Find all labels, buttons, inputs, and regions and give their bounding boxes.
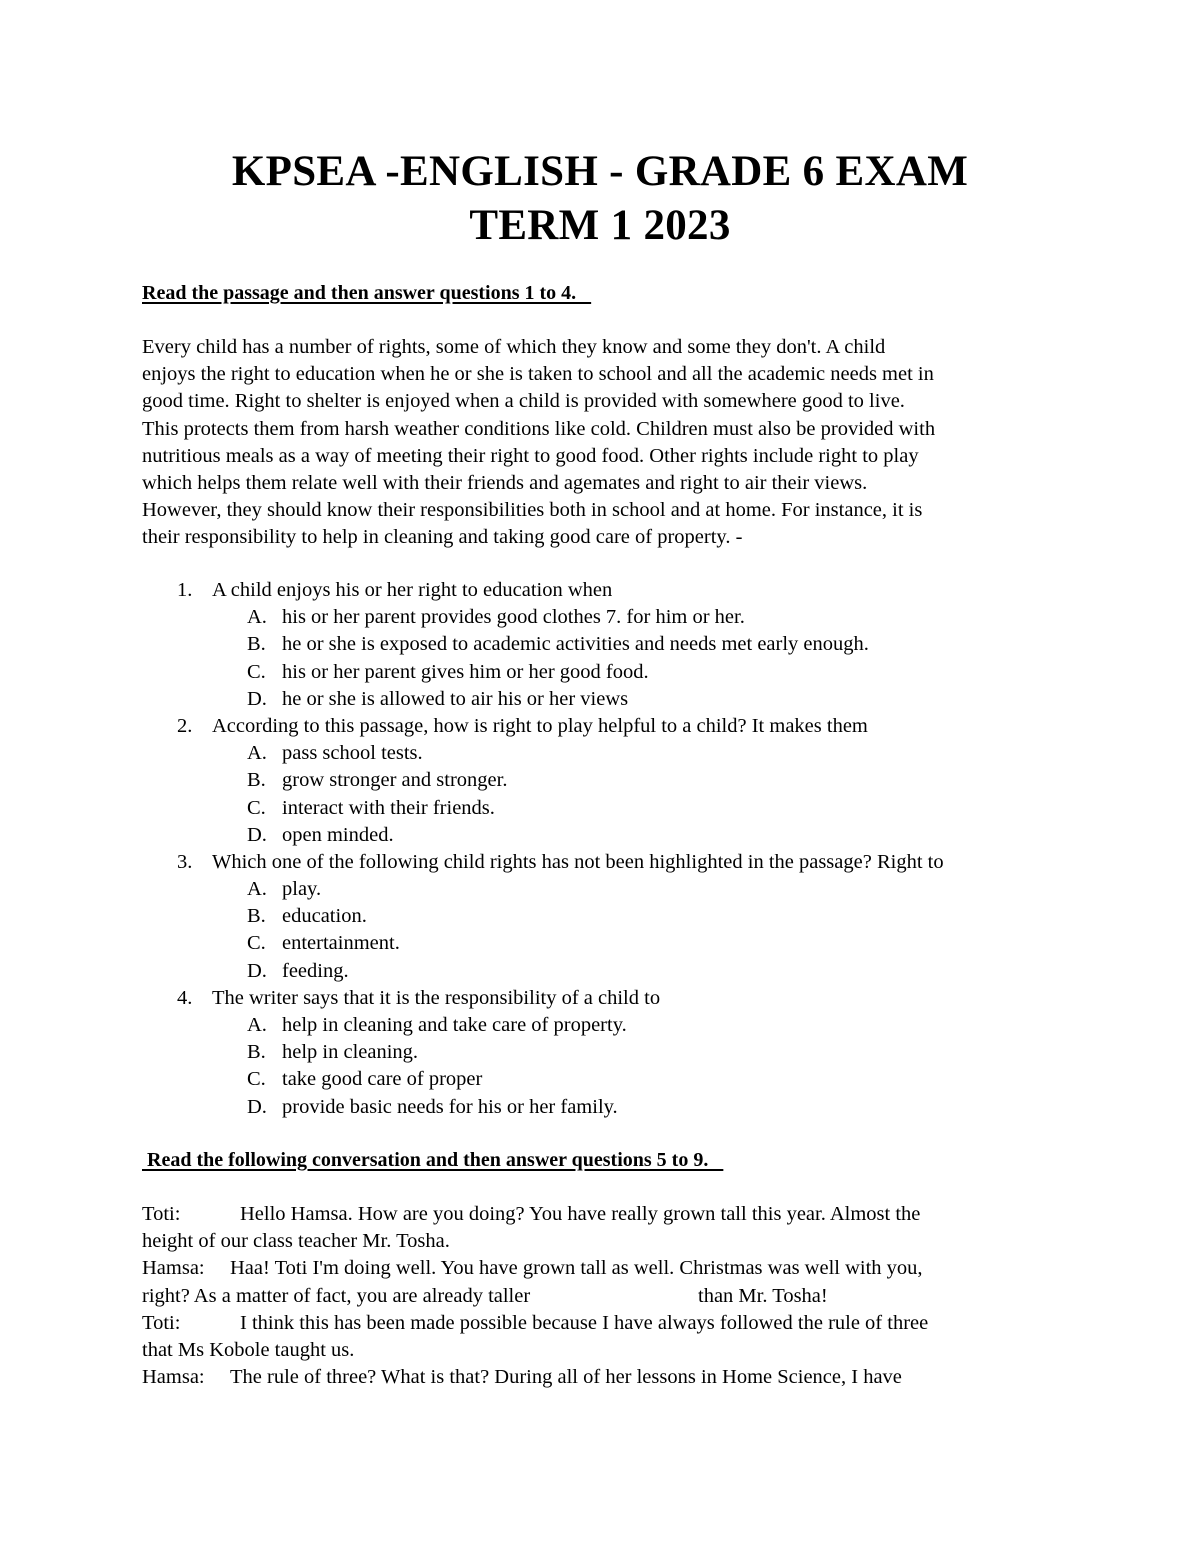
speech-text: height of our class teacher Mr. Tosha. bbox=[142, 1230, 450, 1253]
option-text: pass school tests. bbox=[282, 742, 423, 765]
option-letter: B. bbox=[247, 1041, 266, 1064]
option-letter: B. bbox=[247, 905, 266, 928]
speech-text: right? As a matter of fact, you are already taller bbox=[142, 1284, 531, 1307]
option-letter: D. bbox=[247, 1095, 267, 1118]
answer-option bbox=[142, 1066, 1082, 1093]
question-number: 4. bbox=[177, 986, 193, 1009]
answer-option bbox=[142, 876, 1082, 903]
option-text: help in cleaning and take care of property. bbox=[282, 1014, 627, 1036]
answer-option bbox=[142, 631, 1082, 658]
answer-option bbox=[142, 822, 1082, 849]
speech-text: that Ms Kobole taught us. bbox=[142, 1338, 355, 1361]
answer-option bbox=[142, 740, 1082, 767]
exam-term: TERM 1 2023 bbox=[469, 202, 731, 249]
passage-line: nutritious meals as a way of meeting their right to good food. Other rights include right to play bbox=[142, 444, 919, 467]
passage-line: This protects them from harsh weather conditions like cold. Children must also be provided with bbox=[142, 417, 936, 440]
option-letter: A. bbox=[247, 606, 267, 629]
exam-title: KPSEA -ENGLISH - GRADE 6 EXAM bbox=[231, 148, 969, 195]
passage-line: enjoys the right to education when he or she is taken to school and all the academic needs met in bbox=[142, 363, 934, 386]
passage-line: However, they should know their responsibilities both in school and at home. For instance, it is bbox=[142, 499, 923, 522]
option-letter: C. bbox=[247, 1068, 266, 1091]
conversation bbox=[142, 1201, 1082, 1391]
option-letter: C. bbox=[247, 796, 266, 819]
section2-heading: Read the following conversation and then answer questions 5 to 9. bbox=[142, 1149, 724, 1171]
option-text: feeding. bbox=[282, 959, 349, 982]
question-text: The writer says that it is the responsibility of a child to bbox=[212, 986, 661, 1009]
dialogue-line bbox=[142, 1228, 1082, 1255]
question-row bbox=[142, 849, 1082, 876]
answer-option bbox=[142, 795, 1082, 822]
question-text: A child enjoys his or her right to education when bbox=[212, 579, 613, 601]
answer-option bbox=[142, 958, 1082, 985]
passage-line: good time. Right to shelter is enjoyed when a child is provided with somewhere good to live. bbox=[142, 390, 905, 413]
option-letter: D. bbox=[247, 823, 267, 846]
speaker-name: Hamsa: bbox=[142, 1366, 205, 1389]
option-text: he or she is exposed to academic activities and needs met early enough. bbox=[282, 633, 869, 656]
speech-text-tail: than Mr. Tosha! bbox=[698, 1284, 828, 1307]
speech-text: Hello Hamsa. How are you doing? You have really grown tall this year. Almost the bbox=[240, 1203, 921, 1225]
question-row bbox=[142, 985, 1082, 1012]
option-letter: A. bbox=[247, 742, 267, 765]
question-row bbox=[142, 577, 1082, 604]
passage-line: their responsibility to help in cleaning and taking good care of property. - bbox=[142, 526, 743, 549]
answer-option bbox=[142, 1039, 1082, 1066]
dialogue-line bbox=[142, 1364, 1082, 1391]
dialogue-line bbox=[142, 1201, 1082, 1228]
option-letter: A. bbox=[247, 878, 267, 901]
question-4 bbox=[142, 985, 1082, 1121]
option-letter: C. bbox=[247, 932, 266, 955]
option-text: interact with their friends. bbox=[282, 796, 495, 819]
question-list bbox=[142, 577, 1082, 1121]
answer-option bbox=[142, 659, 1082, 686]
option-text: take good care of proper bbox=[282, 1068, 483, 1091]
option-text: provide basic needs for his or her family. bbox=[282, 1095, 618, 1118]
question-text: According to this passage, how is right to play helpful to a child? It makes them bbox=[212, 714, 868, 737]
reading-passage bbox=[142, 334, 1062, 552]
question-2 bbox=[142, 713, 1082, 849]
answer-option bbox=[142, 767, 1082, 794]
option-text: play. bbox=[282, 878, 322, 901]
answer-option bbox=[142, 604, 1082, 631]
option-text: grow stronger and stronger. bbox=[282, 769, 508, 792]
option-text: education. bbox=[282, 905, 367, 928]
question-text: Which one of the following child rights has not been highlighted in the passage? Right to bbox=[212, 850, 944, 873]
option-text: his or her parent provides good clothes 7. for him or her. bbox=[282, 606, 745, 629]
option-letter: C. bbox=[247, 660, 266, 683]
option-text: he or she is allowed to air his or her views bbox=[282, 687, 629, 710]
answer-option bbox=[142, 1012, 1082, 1039]
question-1 bbox=[142, 577, 1082, 713]
question-3 bbox=[142, 849, 1082, 985]
dialogue-line bbox=[142, 1255, 1082, 1282]
speaker-name: Toti: bbox=[142, 1311, 181, 1334]
option-letter: B. bbox=[247, 633, 266, 656]
dialogue-line bbox=[142, 1310, 1082, 1337]
dialogue-line bbox=[142, 1337, 1082, 1364]
option-letter: A. bbox=[247, 1014, 267, 1036]
option-letter: B. bbox=[247, 769, 266, 792]
answer-option bbox=[142, 930, 1082, 957]
option-text: his or her parent gives him or her good food. bbox=[282, 660, 649, 683]
option-text: entertainment. bbox=[282, 932, 400, 955]
passage-line: Every child has a number of rights, some of which they know and some they don't. A child bbox=[142, 336, 886, 358]
answer-option bbox=[142, 903, 1082, 930]
speech-text: The rule of three? What is that? During all of her lessons in Home Science, I have bbox=[230, 1366, 902, 1389]
answer-option bbox=[142, 686, 1082, 713]
speaker-name: Hamsa: bbox=[142, 1257, 205, 1280]
question-number: 1. bbox=[177, 579, 193, 601]
question-number: 2. bbox=[177, 714, 193, 737]
speaker-name: Toti: bbox=[142, 1203, 181, 1225]
option-letter: D. bbox=[247, 687, 267, 710]
speech-text: Haa! Toti I'm doing well. You have grown tall as well. Christmas was well with you, bbox=[230, 1257, 923, 1280]
question-number: 3. bbox=[177, 850, 193, 873]
passage-line: which helps them relate well with their friends and agemates and right to air their views. bbox=[142, 472, 868, 495]
answer-option bbox=[142, 1094, 1082, 1121]
dialogue-line bbox=[142, 1283, 1082, 1310]
question-row bbox=[142, 713, 1082, 740]
option-text: help in cleaning. bbox=[282, 1041, 419, 1064]
option-text: open minded. bbox=[282, 823, 394, 846]
speech-text: I think this has been made possible because I have always followed the rule of three bbox=[240, 1311, 929, 1334]
section1-heading: Read the passage and then answer questions 1 to 4. bbox=[142, 282, 592, 304]
option-letter: D. bbox=[247, 959, 267, 982]
